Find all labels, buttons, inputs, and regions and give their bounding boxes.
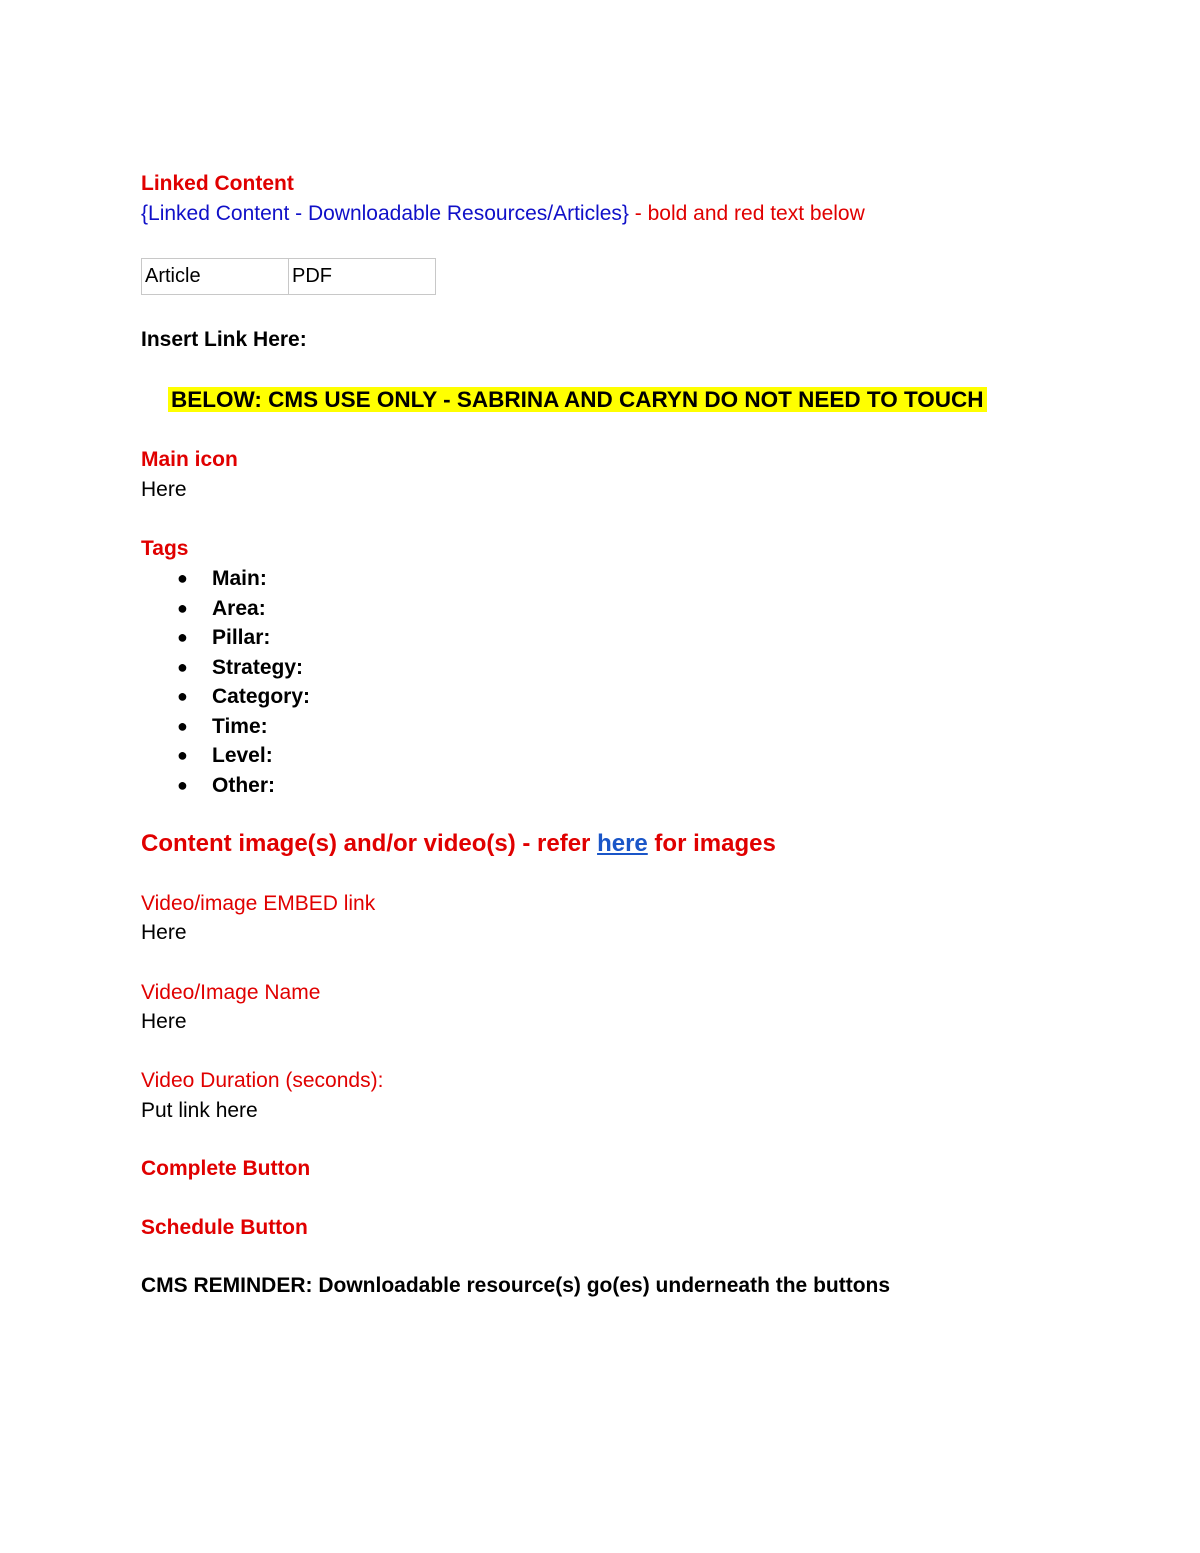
list-item: [141, 594, 310, 624]
linked-content-placeholder: {Linked Content - Downloadable Resources/Articles}: [141, 202, 629, 225]
video-duration-value: Put link here: [141, 1099, 258, 1122]
cms-reminder: CMS REMINDER: Downloadable resource(s) go(es) underneath the buttons: [141, 1274, 891, 1297]
tag-label: Area:: [212, 596, 266, 620]
tag-label: Strategy:: [212, 655, 304, 679]
content-media-heading: [141, 829, 776, 859]
embed-link-value: Here: [141, 921, 187, 944]
list-item: [141, 771, 310, 801]
schedule-button-heading: Schedule Button: [141, 1216, 308, 1239]
bullet-icon: ●: [177, 774, 188, 795]
content-media-heading-suffix: for images: [647, 830, 776, 857]
main-icon-heading: Main icon: [141, 448, 238, 471]
tag-label: Pillar:: [212, 626, 271, 649]
video-duration-label: Video Duration (seconds):: [141, 1069, 384, 1092]
tag-label: Level:: [212, 744, 273, 767]
bullet-icon: ●: [177, 627, 188, 647]
tag-label: Other:: [212, 773, 275, 797]
list-item: [141, 653, 310, 683]
tags-heading: Tags: [141, 537, 189, 560]
list-item: [141, 564, 310, 594]
cms-only-banner: [168, 385, 987, 414]
linked-content-subline: [141, 201, 865, 227]
list-item: [141, 741, 310, 771]
table-row: [142, 259, 436, 295]
media-name-value: Here: [141, 1010, 187, 1033]
main-icon-value: Here: [141, 478, 187, 501]
tag-label: Time:: [212, 714, 268, 738]
images-here-link[interactable]: here: [597, 830, 648, 857]
content-media-heading-text: Content image(s) and/or video(s) - refer: [141, 830, 598, 857]
bullet-icon: ●: [177, 597, 188, 618]
list-item: [141, 682, 310, 712]
table-cell-format: PDF: [289, 259, 436, 295]
bullet-icon: ●: [177, 568, 188, 588]
bullet-icon: ●: [177, 656, 188, 677]
linked-content-heading: Linked Content: [141, 172, 294, 195]
bullet-icon: ●: [177, 686, 188, 706]
complete-button-heading: Complete Button: [141, 1157, 311, 1180]
tag-label: Category:: [212, 685, 311, 708]
bullet-icon: ●: [177, 715, 188, 736]
tag-label: Main:: [212, 567, 267, 590]
resource-table: [141, 258, 436, 295]
media-name-label: Video/Image Name: [141, 981, 321, 1004]
tags-list: [141, 564, 310, 800]
linked-content-instruction: - bold and red text below: [628, 202, 865, 225]
list-item: [141, 712, 310, 742]
bullet-icon: ●: [177, 745, 188, 765]
embed-link-label: Video/image EMBED link: [141, 892, 376, 915]
insert-link-label: Insert Link Here:: [141, 328, 307, 351]
table-cell-type: Article: [142, 259, 289, 295]
list-item: [141, 623, 310, 653]
cms-only-banner-text: BELOW: CMS USE ONLY - SABRINA AND CARYN DO NOT NEED TO TOUCH: [168, 387, 987, 412]
